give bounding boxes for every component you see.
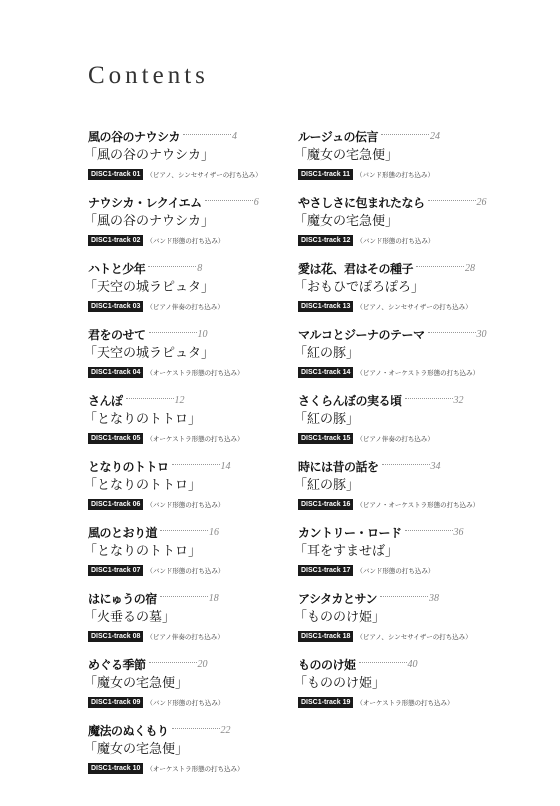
film-title: 「となりのトトロ」 (84, 412, 202, 427)
dot-leader (205, 200, 253, 201)
film-title: 「魔女の宅急便」 (84, 676, 189, 691)
arrangement-note: （バンド形態の打ち込み） (356, 236, 435, 245)
track-badge: DISC1-track 08 (88, 631, 143, 642)
song-title: 風のとおり道 (88, 526, 158, 540)
dot-leader (160, 596, 208, 597)
track-badge: DISC1-track 02 (88, 235, 143, 246)
page-number: 24 (430, 131, 441, 142)
page-number: 14 (220, 461, 231, 472)
page-number: 32 (453, 395, 464, 406)
page-number: 20 (197, 659, 208, 670)
song-title: マルコとジーナのテーマ (298, 328, 425, 342)
song-title: 愛は花、君はその種子 (298, 262, 414, 276)
film-title: 「天空の城ラピュタ」 (84, 346, 215, 361)
track-badge: DISC1-track 19 (298, 697, 353, 708)
arrangement-note: （ピアノ・オーケストラ形態の打ち込み） (356, 500, 480, 509)
film-title: 「天空の城ラピュタ」 (84, 280, 215, 295)
track-badge: DISC1-track 12 (298, 235, 353, 246)
track-badge: DISC1-track 15 (298, 433, 353, 444)
dot-leader (428, 332, 476, 333)
dot-leader (148, 266, 196, 267)
track-badge: DISC1-track 16 (298, 499, 353, 510)
dot-leader (359, 662, 407, 663)
song-title: ハトと少年 (88, 262, 146, 276)
arrangement-note: （バンド形態の打ち込み） (356, 566, 435, 575)
arrangement-note: （バンド形態の打ち込み） (146, 236, 225, 245)
contents-entry[interactable] (294, 392, 508, 458)
song-title: アシタカとサン (298, 592, 377, 606)
song-title: ナウシカ・レクイエム (88, 196, 202, 210)
dot-leader (149, 662, 197, 663)
arrangement-note: （オーケストラ形態の打ち込み） (356, 698, 454, 707)
contents-entry[interactable] (84, 128, 298, 194)
track-badge: DISC1-track 10 (88, 763, 143, 774)
song-title: はにゅうの宿 (88, 592, 157, 606)
dot-leader (160, 530, 208, 531)
track-badge: DISC1-track 07 (88, 565, 143, 576)
contents-entry[interactable] (84, 326, 298, 392)
contents-column-left (84, 128, 298, 788)
contents-entry[interactable] (84, 524, 298, 590)
film-title: 「風の谷のナウシカ」 (84, 214, 215, 229)
track-badge: DISC1-track 01 (88, 169, 143, 180)
song-title: やさしさに包まれたなら (298, 196, 425, 210)
arrangement-note: （ピアノ、シンセサイザーの打ち込み） (356, 302, 472, 311)
arrangement-note: （ピアノ伴奏の打ち込み） (146, 632, 224, 641)
dot-leader (126, 398, 174, 399)
contents-entry[interactable] (84, 722, 298, 788)
track-badge: DISC1-track 14 (298, 367, 353, 378)
arrangement-note: （オーケストラ形態の打ち込み） (146, 434, 244, 443)
page-number: 4 (232, 131, 238, 142)
track-badge: DISC1-track 11 (298, 169, 353, 180)
page-number: 6 (253, 197, 259, 208)
arrangement-note: （オーケストラ形態の打ち込み） (146, 764, 244, 773)
contents-entry[interactable] (294, 194, 508, 260)
page-number: 38 (428, 593, 439, 604)
contents-entry[interactable] (84, 656, 298, 722)
dot-leader (149, 332, 197, 333)
song-title: さんぽ (88, 394, 123, 408)
song-title: カントリー・ロード (298, 526, 402, 540)
track-badge: DISC1-track 09 (88, 697, 143, 708)
arrangement-note: （ピアノ・オーケストラ形態の打ち込み） (356, 368, 480, 377)
arrangement-note: （バンド形態の打ち込み） (356, 170, 435, 179)
page-number: 8 (197, 263, 203, 274)
page-number: 30 (476, 329, 487, 340)
track-badge: DISC1-track 13 (298, 301, 353, 312)
film-title: 「魔女の宅急便」 (294, 148, 399, 163)
contents-entry[interactable] (294, 326, 508, 392)
dot-leader (428, 200, 476, 201)
arrangement-note: （ピアノ伴奏の打ち込み） (146, 302, 224, 311)
arrangement-note: （ピアノ、シンセサイザーの打ち込み） (356, 632, 472, 641)
page-number: 18 (208, 593, 219, 604)
arrangement-note: （バンド形態の打ち込み） (146, 566, 225, 575)
arrangement-note: （バンド形態の打ち込み） (146, 500, 225, 509)
film-title: 「火垂るの墓」 (84, 610, 176, 625)
page-number: 36 (453, 527, 464, 538)
film-title: 「耳をすませば」 (294, 544, 399, 559)
film-title: 「魔女の宅急便」 (294, 214, 399, 229)
song-title: 君をのせて (88, 328, 146, 342)
arrangement-note: （オーケストラ形態の打ち込み） (146, 368, 244, 377)
arrangement-note: （ピアノ、シンセサイザーの打ち込み） (146, 170, 262, 179)
film-title: 「紅の豚」 (294, 478, 360, 493)
film-title: 「もののけ姫」 (294, 676, 386, 691)
dot-leader (381, 134, 429, 135)
film-title: 「紅の豚」 (294, 412, 360, 427)
song-title: さくらんぼの実る頃 (298, 394, 402, 408)
dot-leader (382, 464, 430, 465)
dot-leader (416, 266, 464, 267)
page-number: 16 (209, 527, 220, 538)
film-title: 「となりのトトロ」 (84, 478, 202, 493)
contents-entry[interactable] (84, 194, 298, 260)
arrangement-note: （バンド形態の打ち込み） (146, 698, 225, 707)
page-number: 22 (220, 725, 231, 736)
song-title: となりのトトロ (88, 460, 169, 474)
film-title: 「魔女の宅急便」 (84, 742, 189, 757)
track-badge: DISC1-track 05 (88, 433, 143, 444)
song-title: もののけ姫 (298, 658, 356, 672)
dot-leader (183, 134, 231, 135)
film-title: 「もののけ姫」 (294, 610, 386, 625)
dot-leader (172, 728, 220, 729)
song-title: ルージュの伝言 (298, 130, 379, 144)
dot-leader (405, 398, 453, 399)
page-number: 40 (407, 659, 418, 670)
page-number: 34 (430, 461, 441, 472)
track-badge: DISC1-track 17 (298, 565, 353, 576)
dot-leader (172, 464, 220, 465)
contents-entry[interactable] (294, 656, 508, 722)
dot-leader (405, 530, 453, 531)
contents-column-right (294, 128, 508, 722)
film-title: 「風の谷のナウシカ」 (84, 148, 215, 163)
contents-entry[interactable] (294, 128, 508, 194)
dot-leader (380, 596, 428, 597)
page-number: 26 (476, 197, 487, 208)
contents-entry[interactable] (84, 458, 298, 524)
song-title: 魔法のぬくもり (88, 724, 169, 738)
contents-entry[interactable] (294, 260, 508, 326)
film-title: 「おもひでぽろぽろ」 (294, 280, 425, 295)
contents-entry[interactable] (294, 590, 508, 656)
page-number: 10 (197, 329, 208, 340)
song-title: 風の谷のナウシカ (88, 130, 181, 144)
film-title: 「紅の豚」 (294, 346, 360, 361)
film-title: 「となりのトトロ」 (84, 544, 202, 559)
contents-entry[interactable] (84, 260, 298, 326)
track-badge: DISC1-track 18 (298, 631, 353, 642)
track-badge: DISC1-track 04 (88, 367, 143, 378)
track-badge: DISC1-track 06 (88, 499, 143, 510)
contents-entry[interactable] (84, 590, 298, 656)
page-number: 12 (174, 395, 185, 406)
page-number: 28 (465, 263, 476, 274)
page-title: Contents (88, 62, 209, 89)
song-title: 時には昔の話を (298, 460, 379, 474)
contents-entry[interactable] (84, 392, 298, 458)
track-badge: DISC1-track 03 (88, 301, 143, 312)
contents-entry[interactable] (294, 458, 508, 524)
contents-entry[interactable] (294, 524, 508, 590)
arrangement-note: （ピアノ伴奏の打ち込み） (356, 434, 434, 443)
song-title: めぐる季節 (88, 658, 146, 672)
